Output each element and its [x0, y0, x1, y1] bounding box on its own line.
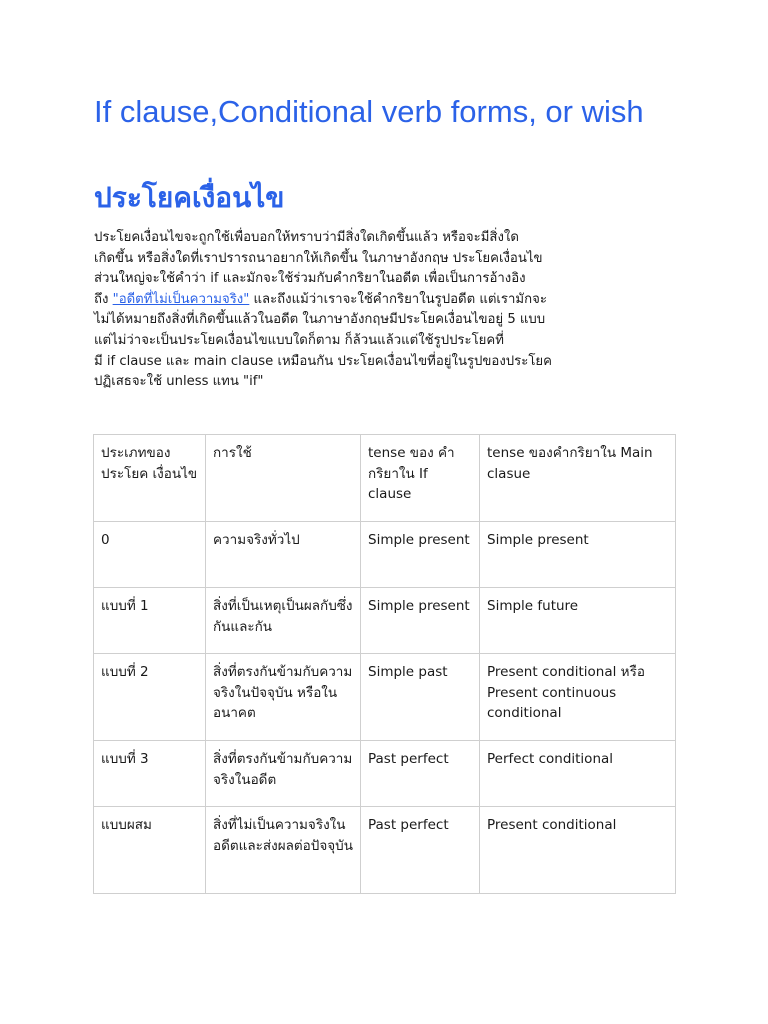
table-header-row — [94, 435, 676, 522]
cell-usage: ความจริงทั่วไป — [206, 522, 361, 588]
table-row — [94, 807, 676, 894]
cell-if-tense: Past perfect — [361, 807, 480, 894]
intro-line: ส่วนใหญ่จะใช้คำว่า if และมักจะใช้ร่วมกับคำกริยาในอดีต เพื่อเป็นการอ้างอิง — [94, 271, 526, 287]
intro-line: ไม่ได้หมายถึงสิ่งที่เกิดขึ้นแล้วในอดีต ในภาษาอังกฤษมีประโยคเงื่อนไขอยู่ 5 แบบ — [94, 312, 546, 328]
header-cell-usage: การใช้ — [206, 435, 361, 522]
table-row — [94, 588, 676, 654]
intro-line: ประโยคเงื่อนไขจะถูกใช้เพื่อบอกให้ทราบว่ามีสิ่งใดเกิดขึ้นแล้ว หรือจะมีสิ่งใด — [94, 230, 519, 245]
intro-line: แต่ไม่ว่าจะเป็นประโยคเงื่อนไขแบบใดก็ตาม ก็ล้วนแล้วแต่ใช้รูปประโยคที่ — [94, 332, 504, 348]
cell-main-tense: Perfect conditional — [480, 741, 676, 807]
cell-if-tense: Simple present — [361, 522, 480, 588]
cell-type: แบบที่ 3 — [94, 741, 206, 807]
cell-main-tense: Simple present — [480, 522, 676, 588]
cell-usage: สิ่งที่เป็นเหตุเป็นผลกับซึ่งกันและกัน — [206, 588, 361, 654]
cell-if-tense: Simple past — [361, 654, 480, 741]
table-row — [94, 654, 676, 741]
intro-line: ปฏิเสธจะใช้ unless แทน "if" — [94, 374, 264, 390]
unreal-past-link[interactable]: "อดีตที่ไม่เป็นความจริง" — [112, 291, 250, 307]
intro-line-with-link — [94, 290, 694, 311]
cell-usage: สิ่งที่ตรงกันข้ามกับความจริงในปัจจุบัน หรือในอนาคต — [206, 654, 361, 741]
cell-main-tense: Simple future — [480, 588, 676, 654]
intro-line: มี if clause และ main clause เหมือนกัน ประโยคเงื่อนไขที่อยู่ในรูปของประโยค — [94, 353, 552, 369]
cell-type: แบบที่ 2 — [94, 654, 206, 741]
header-cell-if-tense: tense ของ คำกริยาใน If clause — [361, 435, 480, 522]
cell-if-tense: Simple present — [361, 588, 480, 654]
cell-main-tense: Present conditional หรือ Present continuous conditional — [480, 654, 676, 741]
cell-main-tense: Present conditional — [480, 807, 676, 894]
page-title: If clause,Conditional verb forms, or wish — [94, 94, 644, 129]
intro-text: และถึงแม้ว่าเราจะใช้คำกริยาในรูปอดีต แต่เรามักจะ — [249, 291, 547, 307]
conditional-types-table — [93, 434, 676, 894]
table-row — [94, 741, 676, 807]
table-row — [94, 522, 676, 588]
header-cell-main-tense: tense ของคำกริยาใน Main clasue — [480, 435, 676, 522]
section-title: ประโยคเงื่อนไข — [94, 181, 285, 214]
intro-text: ถึง — [94, 291, 113, 307]
cell-type: แบบผสม — [94, 807, 206, 894]
cell-usage: สิ่งที่ไม่เป็นความจริงในอดีตและส่งผลต่อปัจจุบัน — [206, 807, 361, 894]
intro-paragraph — [94, 228, 694, 393]
cell-usage: สิ่งที่ตรงกันข้ามกับความจริงในอดีต — [206, 741, 361, 807]
header-cell-type: ประเภทของ ประโยค เงื่อนไข — [94, 435, 206, 522]
cell-type: 0 — [94, 522, 206, 588]
cell-type: แบบที่ 1 — [94, 588, 206, 654]
intro-line: เกิดขึ้น หรือสิ่งใดที่เราปรารถนาอยากให้เกิดขึ้น ในภาษาอังกฤษ ประโยคเงื่อนไข — [94, 250, 543, 266]
cell-if-tense: Past perfect — [361, 741, 480, 807]
